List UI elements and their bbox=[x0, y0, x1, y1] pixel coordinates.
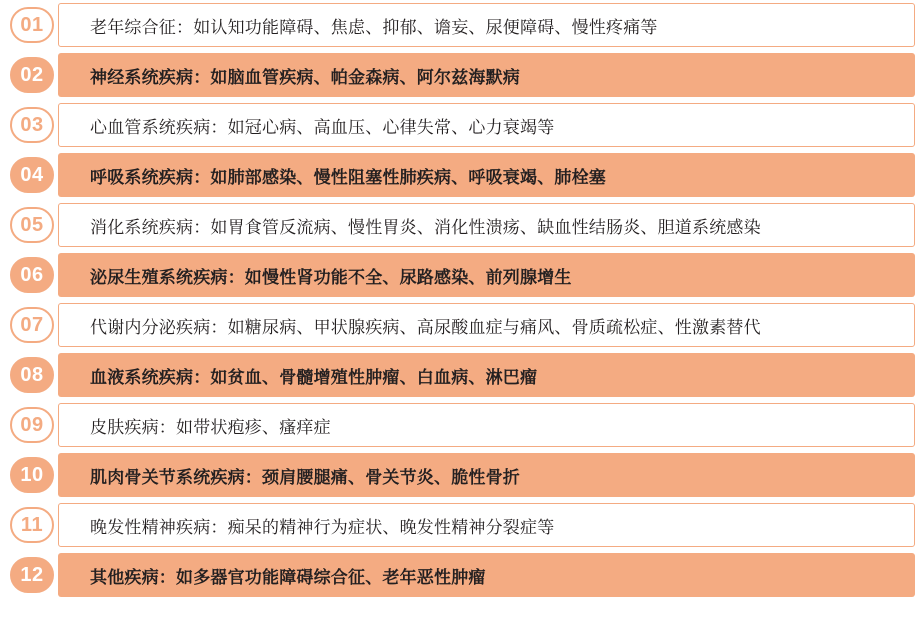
row-label: 老年综合征：如认知功能障碍、焦虑、抑郁、谵妄、尿便障碍、慢性疼痛等 bbox=[90, 17, 658, 37]
row-label: 晚发性精神疾病：痴呆的精神行为症状、晚发性精神分裂症等 bbox=[90, 517, 555, 537]
list-item bbox=[0, 400, 921, 450]
row-number-badge: 08 bbox=[10, 357, 54, 393]
row-label: 消化系统疾病：如胃食管反流病、慢性胃炎、消化性溃疡、缺血性结肠炎、胆道系统感染 bbox=[90, 217, 761, 237]
list-item bbox=[0, 200, 921, 250]
row-number-badge: 05 bbox=[10, 207, 54, 243]
row-number-badge: 09 bbox=[10, 407, 54, 443]
row-number-badge: 10 bbox=[10, 457, 54, 493]
row-label: 泌尿生殖系统疾病：如慢性肾功能不全、尿路感染、前列腺增生 bbox=[90, 267, 572, 287]
row-label: 皮肤疾病：如带状疱疹、瘙痒症 bbox=[90, 417, 331, 437]
row-number-badge: 04 bbox=[10, 157, 54, 193]
list-item bbox=[0, 250, 921, 300]
row-number-badge: 06 bbox=[10, 257, 54, 293]
row-label: 神经系统疾病：如脑血管疾病、帕金森病、阿尔兹海默病 bbox=[90, 67, 520, 87]
row-number-badge: 12 bbox=[10, 557, 54, 593]
list-item bbox=[0, 500, 921, 550]
row-label: 血液系统疾病：如贫血、骨髓增殖性肿瘤、白血病、淋巴瘤 bbox=[90, 367, 538, 387]
row-number-badge: 07 bbox=[10, 307, 54, 343]
list-item bbox=[0, 100, 921, 150]
list-item bbox=[0, 550, 921, 600]
list-item bbox=[0, 0, 921, 50]
row-number-badge: 03 bbox=[10, 107, 54, 143]
list-item bbox=[0, 50, 921, 100]
row-number-badge: 01 bbox=[10, 7, 54, 43]
row-label: 心血管系统疾病：如冠心病、高血压、心律失常、心力衰竭等 bbox=[90, 117, 555, 137]
row-label: 其他疾病：如多器官功能障碍综合征、老年恶性肿瘤 bbox=[90, 567, 486, 587]
list-item bbox=[0, 150, 921, 200]
list-item bbox=[0, 450, 921, 500]
row-number-badge: 11 bbox=[10, 507, 54, 543]
row-label: 呼吸系统疾病：如肺部感染、慢性阻塞性肺疾病、呼吸衰竭、肺栓塞 bbox=[90, 167, 606, 187]
row-label: 代谢内分泌疾病：如糖尿病、甲状腺疾病、高尿酸血症与痛风、骨质疏松症、性激素替代 bbox=[90, 317, 761, 337]
row-label: 肌肉骨关节系统疾病：颈肩腰腿痛、骨关节炎、脆性骨折 bbox=[90, 467, 520, 487]
list-item bbox=[0, 350, 921, 400]
list-item bbox=[0, 300, 921, 350]
row-number-badge: 02 bbox=[10, 57, 54, 93]
